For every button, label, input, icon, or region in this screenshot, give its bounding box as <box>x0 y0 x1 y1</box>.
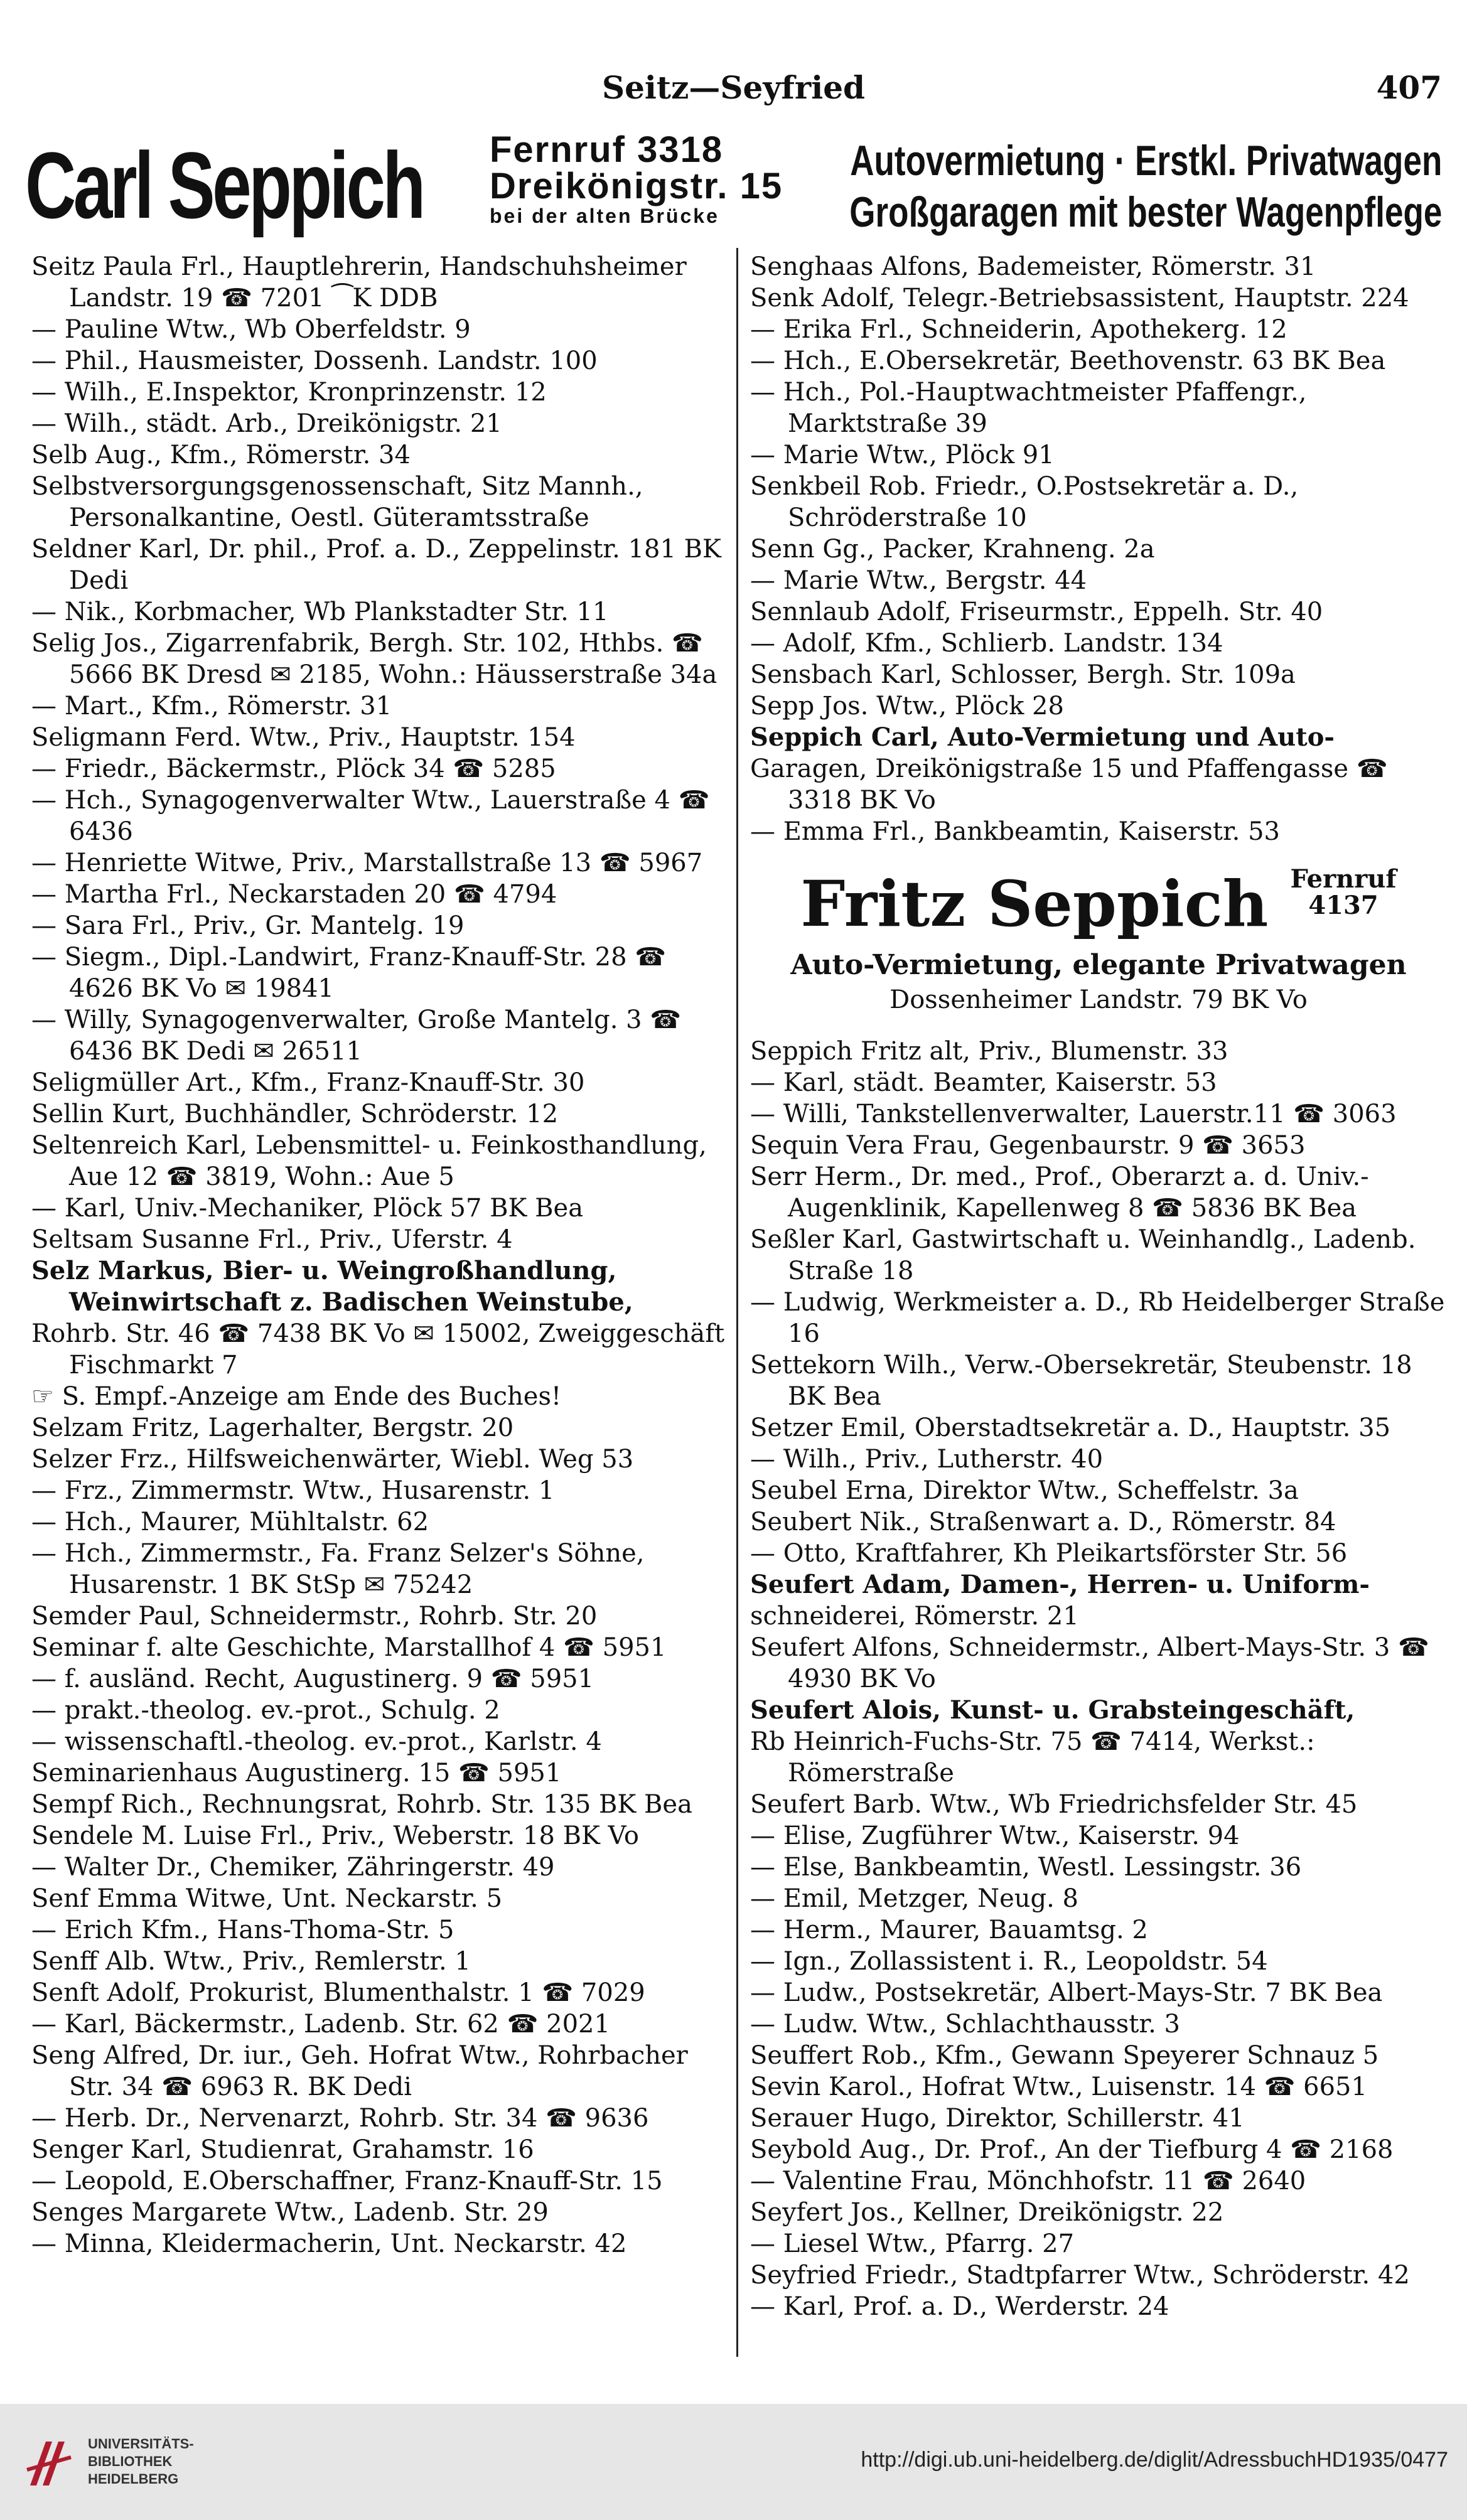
directory-entry: Seltenreich Karl, Lebensmittel- u. Feinkosthandlung, Aue 12 ☎ 3819, Wohn.: Aue 5 <box>31 1131 707 1191</box>
ad2-company-name: Fritz Seppich <box>800 867 1269 941</box>
directory-entry: — Leopold, E.Oberschaffner, Franz-Knauff-Str. 15 <box>31 2167 663 2196</box>
directory-entry: — Emma Frl., Bankbeamtin, Kaiserstr. 53 <box>750 817 1281 846</box>
directory-entry: Sequin Vera Frau, Gegenbaurstr. 9 ☎ 3653 <box>750 1131 1306 1160</box>
directory-entry: Sendele M. Luise Frl., Priv., Weberstr. 18 BK Vo <box>31 1821 639 1850</box>
directory-entry: Serr Herm., Dr. med., Prof., Oberarzt a. d. Univ.-Augenklinik, Kapellenweg 8 ☎ 5836 BK Bea <box>750 1162 1369 1223</box>
directory-entry: Selzam Fritz, Lagerhalter, Bergstr. 20 <box>31 1413 514 1442</box>
directory-entry: Senger Karl, Studienrat, Grahamstr. 16 <box>31 2135 534 2164</box>
directory-entry: Sellin Kurt, Buchhändler, Schröderstr. 12 <box>31 1100 559 1129</box>
directory-entry: Semder Paul, Schneidermstr., Rohrb. Str. 20 <box>31 1602 598 1631</box>
directory-entry: — Adolf, Kfm., Schlierb. Landstr. 134 <box>750 629 1223 658</box>
ad-bridge-note: bei der alten Brücke <box>490 205 719 227</box>
directory-entry: — Marie Wtw., Plöck 91 <box>750 441 1055 469</box>
column-divider <box>736 248 738 2357</box>
directory-entry: — Wilh., Priv., Lutherstr. 40 <box>750 1445 1104 1474</box>
left-column <box>31 251 728 2260</box>
ad2-address: Dossenheimer Landstr. 79 BK Vo <box>889 985 1308 1014</box>
source-url-link[interactable]: http://digi.ub.uni-heidelberg.de/diglit/AdressbuchHD1935/0477 <box>861 2448 1448 2472</box>
directory-entry: Senghaas Alfons, Bademeister, Römerstr. 31 <box>750 252 1316 281</box>
ad-company-name: Carl Seppich <box>25 132 423 238</box>
directory-entry: — Sara Frl., Priv., Gr. Mantelg. 19 <box>31 911 465 940</box>
directory-entry: Seitz Paula Frl., Hauptlehrerin, Handschuhsheimer Landstr. 19 ☎ 7201 ⁀K DDB <box>31 252 687 313</box>
directory-entry: — Willi, Tankstellenverwalter, Lauerstr.11 ☎ 3063 <box>750 1100 1397 1129</box>
directory-entry: — Mart., Kfm., Römerstr. 31 <box>31 692 392 721</box>
page-number: 407 <box>1376 69 1442 106</box>
directory-entry: — Hch., Maurer, Mühltalstr. 62 <box>31 1508 429 1536</box>
fritz-seppich-advertisement <box>750 866 1447 941</box>
directory-entry: Seyfried Friedr., Stadtpfarrer Wtw., Schröderstr. 42 <box>750 2261 1410 2290</box>
directory-entry: — Siegm., Dipl.-Landwirt, Franz-Knauff-Str. 28 ☎ 4626 BK Vo ✉ 19841 <box>31 943 667 1003</box>
directory-entry: — Frz., Zimmermstr. Wtw., Husarenstr. 1 <box>31 1476 555 1505</box>
directory-entry: — Willy, Synagogenverwalter, Große Mantelg. 3 ☎ 6436 BK Dedi ✉ 26511 <box>31 1005 682 1066</box>
directory-entry: — f. ausländ. Recht, Augustinerg. 9 ☎ 5951 <box>31 1665 594 1693</box>
directory-entry: Serauer Hugo, Direktor, Schillerstr. 41 <box>750 2104 1245 2133</box>
directory-entry: — Ludw., Postsekretär, Albert-Mays-Str. 7 BK Bea <box>750 1978 1383 2007</box>
directory-entry: Selz Markus, Bier- u. Weingroßhandlung, Weinwirtschaft z. Badischen Weinstube, <box>31 1256 633 1317</box>
directory-entry: Sempf Rich., Rechnungsrat, Rohrb. Str. 135 BK Bea <box>31 1790 692 1819</box>
running-head: Seitz—Seyfried <box>602 69 865 106</box>
directory-entry: schneiderei, Römerstr. 21 <box>750 1602 1079 1631</box>
directory-entry: — Hch., Pol.-Hauptwachtmeister Pfaffengr., Marktstraße 39 <box>750 378 1307 438</box>
directory-entry: — Wilh., städt. Arb., Dreikönigstr. 21 <box>31 409 502 438</box>
directory-entry: Seßler Karl, Gastwirtschaft u. Weinhandlg., Ladenb. Straße 18 <box>750 1225 1416 1285</box>
carl-seppich-advertisement <box>25 126 1442 245</box>
directory-entry: — Pauline Wtw., Wb Oberfeldstr. 9 <box>31 315 471 344</box>
directory-entry: — Herb. Dr., Nervenarzt, Rohrb. Str. 34 ☎ 9636 <box>31 2104 649 2133</box>
directory-entry: Seminarienhaus Augustinerg. 15 ☎ 5951 <box>31 1759 562 1788</box>
directory-entry: Selig Jos., Zigarrenfabrik, Bergh. Str. 102, Hthbs. ☎ 5666 BK Dresd ✉ 2185, Wohn.: Häusserstraße 34a <box>31 629 717 689</box>
directory-entry: Rb Heinrich-Fuchs-Str. 75 ☎ 7414, Werkst.: Römerstraße <box>750 1727 1315 1788</box>
directory-entry: Setzer Emil, Oberstadtsekretär a. D., Hauptstr. 35 <box>750 1413 1391 1442</box>
directory-entry: Seubel Erna, Direktor Wtw., Scheffelstr. 3a <box>750 1476 1299 1505</box>
directory-entry: — Else, Bankbeamtin, Westl. Lessingstr. 36 <box>750 1853 1302 1882</box>
library-name-line-3: HEIDELBERG <box>88 2471 179 2487</box>
directory-entry: Selbstversorgungsgenossenschaft, Sitz Mannh., Personalkantine, Oestl. Güteramtsstraße <box>31 472 643 532</box>
ad-services <box>682 135 1442 238</box>
directory-entry: — Wilh., E.Inspektor, Kronprinzenstr. 12 <box>31 378 547 407</box>
directory-entry: — Ign., Zollassistent i. R., Leopoldstr. 54 <box>750 1947 1268 1976</box>
directory-entry: — Otto, Kraftfahrer, Kh Pleikartsförster Str. 56 <box>750 1539 1348 1568</box>
directory-entry: Sensbach Karl, Schlosser, Bergh. Str. 109a <box>750 660 1296 689</box>
directory-entry: — Hch., Zimmermstr., Fa. Franz Selzer's Söhne, Husarenstr. 1 BK StSp ✉ 75242 <box>31 1539 645 1599</box>
directory-entry: Senn Gg., Packer, Krahneng. 2a <box>750 535 1155 564</box>
directory-entry: Senff Alb. Wtw., Priv., Remlerstr. 1 <box>31 1947 471 1976</box>
directory-entry: Seminar f. alte Geschichte, Marstallhof 4 ☎ 5951 <box>31 1633 667 1662</box>
directory-entry: — Phil., Hausmeister, Dossenh. Landstr. 100 <box>31 346 598 375</box>
ad-street: Dreikönigstr. 15 <box>490 166 783 206</box>
directory-entry: — Hch., Synagogenverwalter Wtw., Lauerstraße 4 ☎ 6436 <box>31 786 710 846</box>
directory-entry: Seyfert Jos., Kellner, Dreikönigstr. 22 <box>750 2198 1224 2227</box>
page-header <box>0 69 1467 113</box>
directory-entry: Senk Adolf, Telegr.-Betriebsassistent, Hauptstr. 224 <box>750 284 1409 313</box>
directory-entry: Seuffert Rob., Kfm., Gewann Speyerer Schnauz 5 <box>750 2041 1379 2070</box>
directory-entry: Selb Aug., Kfm., Römerstr. 34 <box>31 441 411 469</box>
directory-entry: ☞ S. Empf.-Anzeige am Ende des Buches! <box>31 1382 562 1411</box>
directory-entry: — Karl, Bäckermstr., Ladenb. Str. 62 ☎ 2021 <box>31 2010 610 2039</box>
directory-entry: Senkbeil Rob. Friedr., O.Postsekretär a. D., Schröderstraße 10 <box>750 472 1299 532</box>
footer-bar <box>0 2404 1467 2520</box>
directory-entry: — Emil, Metzger, Neug. 8 <box>750 1884 1078 1913</box>
directory-entry: Seufert Alfons, Schneidermstr., Albert-Mays-Str. 3 ☎ 4930 BK Vo <box>750 1633 1429 1693</box>
university-library-logo-icon <box>18 2432 80 2495</box>
directory-entry: Seligmann Ferd. Wtw., Priv., Hauptstr. 154 <box>31 723 576 752</box>
right-column <box>750 251 1447 2322</box>
library-name <box>88 2435 194 2488</box>
directory-entry: Senf Emma Witwe, Unt. Neckarstr. 5 <box>31 1884 503 1913</box>
directory-entry: Seltsam Susanne Frl., Priv., Uferstr. 4 <box>31 1225 513 1254</box>
ad-services-line-2: Großgaragen mit bester Wagenpflege <box>849 188 1442 236</box>
directory-entry: Garagen, Dreikönigstraße 15 und Pfaffengasse ☎ 3318 BK Vo <box>750 754 1388 815</box>
directory-entry: — Minna, Kleidermacherin, Unt. Neckarstr. 42 <box>31 2229 627 2258</box>
directory-entry: Selzer Frz., Hilfsweichenwärter, Wiebl. Weg 53 <box>31 1445 634 1474</box>
directory-entry: Senft Adolf, Prokurist, Blumenthalstr. 1 ☎ 7029 <box>31 1978 645 2007</box>
directory-entry: Settekorn Wilh., Verw.-Obersekretär, Steubenstr. 18 BK Bea <box>750 1351 1412 1411</box>
directory-entry: — Erich Kfm., Hans-Thoma-Str. 5 <box>31 1916 454 1944</box>
directory-entry: Seufert Barb. Wtw., Wb Friedrichsfelder Str. 45 <box>750 1790 1358 1819</box>
directory-entry: — Karl, Univ.-Mechaniker, Plöck 57 BK Bea <box>31 1194 584 1223</box>
directory-entry: — Karl, Prof. a. D., Werderstr. 24 <box>750 2292 1169 2321</box>
directory-entry: — Nik., Korbmacher, Wb Plankstadter Str. 11 <box>31 598 609 626</box>
directory-entry: — Elise, Zugführer Wtw., Kaiserstr. 94 <box>750 1821 1240 1850</box>
library-name-line-1: UNIVERSITÄTS- <box>88 2436 194 2452</box>
directory-entry: Seldner Karl, Dr. phil., Prof. a. D., Zeppelinstr. 181 BK Dedi <box>31 535 721 595</box>
ad-services-line-1: Autovermietung · Erstkl. Privatwagen <box>849 137 1442 185</box>
directory-entry: Senges Margarete Wtw., Ladenb. Str. 29 <box>31 2198 549 2227</box>
directory-entry: — Martha Frl., Neckarstaden 20 ☎ 4794 <box>31 880 557 909</box>
right-column-top-entries <box>750 251 1447 847</box>
ad-phone: Fernruf 3318 <box>490 129 724 170</box>
directory-entry: — Karl, städt. Beamter, Kaiserstr. 53 <box>750 1068 1217 1097</box>
ad2-fernruf-label: Fernruf <box>1290 864 1397 894</box>
directory-entry: — Erika Frl., Schneiderin, Apothekerg. 12 <box>750 315 1287 344</box>
directory-entry: Rohrb. Str. 46 ☎ 7438 BK Vo ✉ 15002, Zweiggeschäft Fischmarkt 7 <box>31 1319 725 1380</box>
directory-entry: Seppich Fritz alt, Priv., Blumenstr. 33 <box>750 1037 1228 1066</box>
directory-entry: Seybold Aug., Dr. Prof., An der Tiefburg 4 ☎ 2168 <box>750 2135 1394 2164</box>
directory-entry: — Hch., E.Obersekretär, Beethovenstr. 63 BK Bea <box>750 346 1386 375</box>
right-column-bottom-entries <box>750 1036 1447 2322</box>
directory-entry: Sennlaub Adolf, Friseurmstr., Eppelh. Str. 40 <box>750 598 1323 626</box>
directory-entry: — Marie Wtw., Bergstr. 44 <box>750 566 1087 595</box>
directory-entry: Sepp Jos. Wtw., Plöck 28 <box>750 692 1064 721</box>
directory-entry: — Henriette Witwe, Priv., Marstallstraße 13 ☎ 5967 <box>31 849 703 877</box>
directory-entry: Seppich Carl, Auto-Vermietung und Auto- <box>750 722 1335 752</box>
directory-entry: — Valentine Frau, Mönchhofstr. 11 ☎ 2640 <box>750 2167 1306 2196</box>
directory-entry: — Herm., Maurer, Bauamtsg. 2 <box>750 1916 1148 1944</box>
directory-entry: — wissenschaftl.-theolog. ev.-prot., Karlstr. 4 <box>31 1727 602 1756</box>
directory-entry: — Walter Dr., Chemiker, Zähringerstr. 49 <box>31 1853 555 1882</box>
directory-entry: — prakt.-theolog. ev.-prot., Schulg. 2 <box>31 1696 500 1725</box>
library-name-line-2: BIBLIOTHEK <box>88 2453 173 2469</box>
directory-entry: Seng Alfred, Dr. iur., Geh. Hofrat Wtw., Rohrbacher Str. 34 ☎ 6963 R. BK Dedi <box>31 2041 688 2101</box>
directory-entry: — Ludwig, Werkmeister a. D., Rb Heidelberger Straße 16 <box>750 1288 1445 1348</box>
directory-entry: Seubert Nik., Straßenwart a. D., Römerstr. 84 <box>750 1508 1336 1536</box>
directory-entry: — Liesel Wtw., Pfarrg. 27 <box>750 2229 1075 2258</box>
directory-entry: Seligmüller Art., Kfm., Franz-Knauff-Str. 30 <box>31 1068 585 1097</box>
directory-entry: Seufert Alois, Kunst- u. Grabsteingeschäft, <box>750 1695 1355 1725</box>
ad2-phone-block <box>1290 866 1396 919</box>
ad2-headline: Auto-Vermietung, elegante Privatwagen <box>790 949 1407 981</box>
ad2-fernruf-number: 4137 <box>1308 891 1378 920</box>
directory-entry: — Friedr., Bäckermstr., Plöck 34 ☎ 5285 <box>31 754 556 783</box>
directory-entry: Sevin Karol., Hofrat Wtw., Luisenstr. 14 ☎ 6651 <box>750 2072 1367 2101</box>
directory-entry: — Ludw. Wtw., Schlachthausstr. 3 <box>750 2010 1180 2039</box>
directory-entry: Seufert Adam, Damen-, Herren- u. Uniform- <box>750 1570 1370 1599</box>
